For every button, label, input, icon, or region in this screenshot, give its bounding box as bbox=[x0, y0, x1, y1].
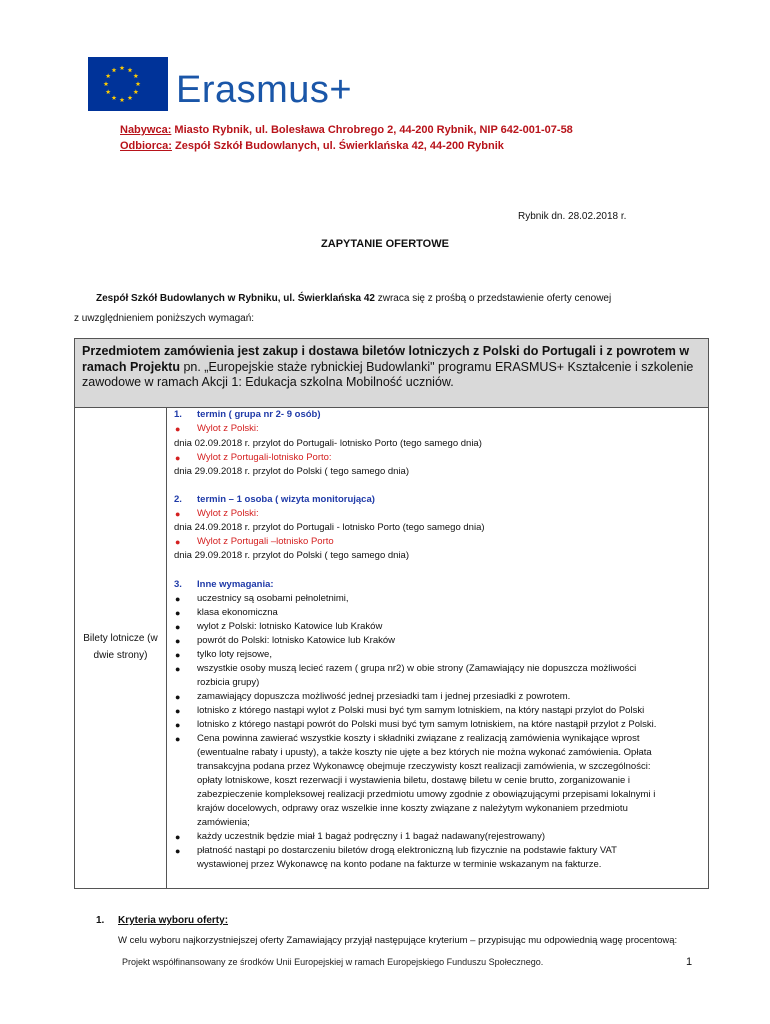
term2-num: 2. bbox=[174, 494, 182, 505]
term1-out-text: dnia 02.09.2018 r. przylot do Portugali- lotnisko Porto (tego samego dnia) bbox=[174, 438, 482, 449]
table-header-bold: Przedmiotem zamówienia jest zakup i dostawa biletów lotniczych z Polski do Portugali i z powrotem w ramach Projektu bbox=[82, 344, 690, 374]
requirement-line: wystawionej przez Wykonawcę na konto podane na fakturze w terminie wskazanym na fakturze. bbox=[197, 859, 602, 870]
table-left-cell bbox=[75, 408, 167, 888]
bullet-icon: ● bbox=[175, 734, 181, 744]
star-icon bbox=[106, 73, 111, 78]
criteria-title: Kryteria wyboru oferty: bbox=[118, 915, 229, 926]
requirement-line: lotnisko z którego nastąpi wylot z Polski musi być tym samym lotniskiem, na który nastąpi przylot do Polski bbox=[197, 705, 645, 716]
bullet-icon: ● bbox=[175, 832, 181, 842]
requirement-line: krajów docelowych, odprawy oraz wszelkie inne koszty związane z należytym wykonaniem przedmiotu bbox=[197, 803, 628, 814]
requirement-line: lotnisko z którego nastąpi powrót do Polski musi być tym samym lotniskiem, na które nastąpił przylot z Polski. bbox=[197, 719, 657, 730]
bullet-icon: ● bbox=[175, 622, 181, 632]
term2-back-label: Wylot z Portugali –lotnisko Porto bbox=[197, 536, 334, 547]
buyer-text: Miasto Rybnik, ul. Bolesława Chrobrego 2, 44-200 Rybnik, NIP 642-001-07-58 bbox=[171, 124, 573, 136]
order-table bbox=[74, 338, 709, 889]
tickets-label: Bilety lotnicze (w dwie strony) bbox=[83, 633, 158, 661]
bullet-icon: ● bbox=[175, 453, 181, 463]
term1-out-label: Wylot z Polski: bbox=[197, 423, 259, 434]
requirement-line: transakcyjna podana przez Wykonawcę obejmuje rzeczywisty koszt realizacji zamówienia, w szczególności: bbox=[197, 761, 651, 772]
requirement-line: Cena powinna zawierać wszystkie koszty i składniki związane z realizacją zamówienia wynikające wprost bbox=[197, 733, 640, 744]
footer-text: Projekt współfinansowany ze środków Unii Europejskiej w ramach Europejskiego Funduszu Społecznego. bbox=[122, 957, 544, 967]
page-number: 1 bbox=[686, 956, 693, 968]
star-icon bbox=[128, 68, 133, 73]
requirement-line: (ewentualne rabaty i upusty), a także koszty nie ujęte a bez których nie można wykonać zamówienia. Opłata bbox=[197, 747, 652, 758]
requirement-line: zabezpieczenie kompleksowej realizacji przedmiotu umowy zgodnie z obowiązującymi przepisami lokalnymi i bbox=[197, 789, 656, 800]
term1-num: 1. bbox=[174, 409, 182, 420]
term2-out-label: Wylot z Polski: bbox=[197, 508, 259, 519]
requirement-line: zamawiający dopuszcza możliwość jednej przesiadki tam i jednej przesiadki z powrotem. bbox=[197, 691, 571, 702]
document-title: ZAPYTANIE OFERTOWE bbox=[321, 238, 449, 250]
requirement-line: uczestnicy są osobami pełnoletnimi, bbox=[197, 593, 349, 604]
term2-out-text: dnia 24.09.2018 r. przylot do Portugali - lotnisko Porto (tego samego dnia) bbox=[174, 522, 485, 533]
bullet-icon: ● bbox=[175, 636, 181, 646]
bullet-icon: ● bbox=[175, 664, 181, 674]
requirement-line: każdy uczestnik będzie miał 1 bagaż podręczny i 1 bagaż nadawany(rejestrowany) bbox=[197, 831, 545, 842]
buyer-label: Nabywca: bbox=[120, 124, 172, 136]
term2-heading: termin – 1 osoba ( wizyta monitorująca) bbox=[197, 494, 375, 505]
bullet-icon: ● bbox=[175, 846, 181, 856]
other-heading: Inne wymagania: bbox=[197, 579, 274, 590]
star-icon bbox=[112, 68, 117, 73]
term1-heading: termin ( grupa nr 2- 9 osób) bbox=[197, 409, 321, 420]
bullet-icon: ● bbox=[175, 424, 181, 434]
bullet-icon: ● bbox=[175, 509, 181, 519]
star-icon bbox=[120, 65, 125, 70]
table-header-cell bbox=[75, 339, 708, 408]
term1-back-text: dnia 29.09.2018 r. przylot do Polski ( tego samego dnia) bbox=[174, 466, 410, 477]
bullet-icon: ● bbox=[175, 537, 181, 547]
requirement-line: powrót do Polski: lotnisko Katowice lub Kraków bbox=[197, 635, 396, 646]
requirement-line: zamówienia; bbox=[197, 817, 250, 828]
intro-line2: z uwzględnieniem poniższych wymagań: bbox=[74, 313, 255, 324]
requirement-line: wylot z Polski: lotnisko Katowice lub Kraków bbox=[197, 621, 383, 632]
bullet-icon: ● bbox=[175, 720, 181, 730]
table-header-rest: pn. „Europejskie staże rybnickiej Budowlanki" programu ERASMUS+ Kształcenie i szkolenie zawodowe w ramach Akcji 1: Edukacja szkolna Mobilność uczniów. bbox=[82, 359, 694, 389]
bullet-icon: ● bbox=[175, 608, 181, 618]
bullet-icon: ● bbox=[175, 692, 181, 702]
eu-stars-icon bbox=[88, 57, 168, 111]
requirement-line: klasa ekonomiczna bbox=[197, 607, 278, 618]
buyer-line bbox=[120, 124, 573, 136]
eu-flag-logo bbox=[88, 57, 168, 111]
other-num: 3. bbox=[174, 579, 182, 590]
recipient-text: Zespół Szkół Budowlanych, ul. Świerklańska 42, 44-200 Rybnik bbox=[171, 140, 504, 152]
erasmus-logo-text: Erasmus+ bbox=[176, 69, 353, 111]
bullet-icon: ● bbox=[175, 650, 181, 660]
star-icon bbox=[104, 81, 109, 86]
star-icon bbox=[120, 97, 125, 102]
requirement-line: płatność nastąpi po dostarczeniu biletów drogą elektroniczną lub fizycznie na podstawie faktury VAT bbox=[197, 845, 617, 856]
star-icon bbox=[106, 89, 111, 94]
bullet-icon: ● bbox=[175, 706, 181, 716]
term2-back-text: dnia 29.09.2018 r. przylot do Polski ( tego samego dnia) bbox=[174, 550, 410, 561]
intro-bold: Zespół Szkół Budowlanych w Rybniku, ul. Świerklańska 42 bbox=[96, 293, 375, 304]
recipient-label: Odbiorca: bbox=[120, 140, 172, 152]
table-right-cell bbox=[167, 408, 708, 888]
star-icon bbox=[128, 95, 133, 100]
requirement-line: wszystkie osoby muszą lecieć razem ( grupa nr2) w obie strony (Zamawiający nie dopuszcza możliwości bbox=[197, 663, 637, 674]
term1-back-label: Wylot z Portugali-lotnisko Porto: bbox=[197, 452, 332, 463]
criteria-num: 1. bbox=[96, 915, 105, 926]
bullet-icon: ● bbox=[175, 594, 181, 604]
requirement-line: tylko loty rejsowe, bbox=[197, 649, 272, 660]
recipient-line bbox=[120, 140, 504, 152]
date-line: Rybnik dn. 28.02.2018 r. bbox=[518, 211, 627, 222]
star-icon bbox=[136, 81, 141, 86]
requirement-line: rozbicia grupy) bbox=[197, 677, 260, 688]
star-icon bbox=[112, 95, 117, 100]
star-icon bbox=[133, 89, 138, 94]
intro-paragraph bbox=[74, 289, 678, 329]
requirement-line: opłaty lotniskowe, koszt rezerwacji i wystawienia biletu, dostawę biletu w cenie brutto, zorganizowanie i bbox=[197, 775, 630, 786]
criteria-text: W celu wyboru najkorzystniejszej oferty Zamawiający przyjął następujące kryterium – przypisując mu odpowiednią wagę procentową: bbox=[118, 935, 678, 946]
star-icon bbox=[133, 73, 138, 78]
intro-rest: zwraca się z prośbą o przedstawienie oferty cenowej bbox=[374, 293, 612, 304]
